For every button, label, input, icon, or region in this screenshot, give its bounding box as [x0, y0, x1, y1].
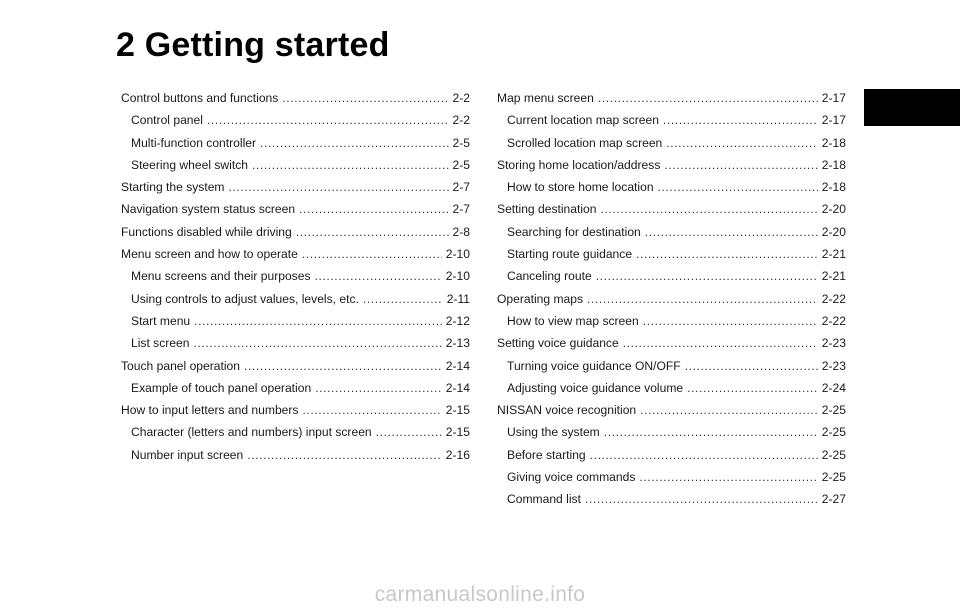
toc-entry[interactable] — [497, 292, 846, 314]
toc-entry[interactable] — [497, 425, 846, 447]
toc-entry[interactable] — [497, 314, 846, 336]
toc-entry-title: Adjusting voice guidance volume — [507, 380, 684, 395]
toc-entry-page: 2-22 — [821, 313, 846, 328]
toc-dot-leader — [590, 448, 818, 462]
toc-entry-page: 2-10 — [445, 247, 470, 262]
toc-entry-page: 2-25 — [821, 470, 846, 485]
toc-dot-leader — [643, 314, 818, 328]
toc-entry-title: List screen — [131, 336, 190, 351]
toc-entry[interactable] — [121, 247, 470, 269]
toc-entry[interactable] — [121, 314, 470, 336]
toc-entry[interactable] — [121, 448, 470, 470]
toc-entry-page: 2-7 — [452, 180, 470, 195]
toc-entry[interactable] — [121, 202, 470, 224]
toc-entry-page: 2-25 — [821, 425, 846, 440]
toc-entry-page: 2-25 — [821, 447, 846, 462]
toc-entry[interactable] — [497, 247, 846, 269]
toc-entry-page: 2-8 — [452, 224, 470, 239]
toc-dot-leader — [640, 403, 818, 417]
watermark: carmanualsonline.info — [374, 583, 586, 606]
toc-dot-leader — [601, 202, 818, 216]
toc-dot-leader — [376, 425, 442, 439]
toc-entry-title: Control buttons and functions — [121, 91, 279, 105]
toc-entry-page: 2-17 — [821, 113, 846, 128]
toc-entry-title: Using controls to adjust values, levels, etc. — [131, 291, 359, 306]
toc-dot-leader — [315, 269, 442, 283]
toc-dot-leader — [663, 113, 818, 127]
toc-entry[interactable] — [497, 180, 846, 202]
toc-dot-leader — [247, 448, 442, 462]
toc-entry-page: 2-21 — [821, 247, 846, 262]
toc-entry-title: Turning voice guidance ON/OFF — [507, 358, 681, 373]
toc-entry[interactable] — [121, 425, 470, 447]
toc-entry-title: Setting voice guidance — [497, 336, 619, 351]
chapter-title: 2 Getting started — [116, 26, 390, 64]
toc-entry-page: 2-20 — [821, 224, 846, 239]
toc-dot-leader — [585, 492, 818, 506]
toc-entry-title: Starting the system — [121, 180, 225, 195]
toc-dot-leader — [685, 359, 818, 373]
toc-entry-title: How to view map screen — [507, 313, 639, 328]
toc-entry-title: Touch panel operation — [121, 358, 241, 373]
toc-dot-leader — [598, 91, 818, 105]
toc-entry[interactable] — [121, 136, 470, 158]
toc-entry-page: 2-10 — [445, 269, 470, 284]
toc-entry-page: 2-2 — [452, 91, 470, 105]
toc-entry-title: Steering wheel switch — [131, 157, 248, 172]
toc-entry-page: 2-23 — [821, 336, 846, 351]
toc-entry-title: Operating maps — [497, 291, 584, 306]
toc-dot-leader — [363, 292, 443, 306]
toc-entry[interactable] — [121, 381, 470, 403]
toc-entry-title: Canceling route — [507, 269, 592, 284]
toc-entry-page: 2-5 — [452, 135, 470, 150]
toc-dot-leader — [299, 202, 448, 216]
toc-entry[interactable] — [121, 158, 470, 180]
toc-entry[interactable] — [121, 336, 470, 358]
toc-entry-title: How to store home location — [507, 180, 654, 195]
toc-entry-title: Starting route guidance — [507, 247, 633, 262]
toc-entry[interactable] — [497, 492, 846, 514]
toc-dot-leader — [604, 425, 818, 439]
toc-entry[interactable] — [497, 136, 846, 158]
toc-dot-leader — [193, 336, 441, 350]
toc-entry-title: Character (letters and numbers) input screen — [131, 425, 372, 440]
toc-entry[interactable] — [497, 403, 846, 425]
toc-entry-page: 2-20 — [821, 202, 846, 217]
toc-dot-leader — [229, 180, 449, 194]
toc-dot-leader — [664, 158, 817, 172]
toc-entry-title: Multi-function controller — [131, 135, 257, 150]
toc-entry[interactable] — [497, 336, 846, 358]
toc-entry-title: Map menu screen — [497, 91, 594, 105]
toc-entry[interactable] — [497, 113, 846, 135]
toc-entry[interactable] — [497, 269, 846, 291]
toc-entry[interactable] — [121, 180, 470, 202]
toc-dot-leader — [302, 247, 442, 261]
toc-dot-leader — [666, 136, 817, 150]
toc-dot-leader — [645, 225, 818, 239]
toc-entry-title: Number input screen — [131, 447, 244, 462]
toc-entry-page: 2-14 — [445, 358, 470, 373]
toc-entry[interactable] — [121, 91, 470, 113]
toc-entry-title: Control panel — [131, 113, 203, 128]
toc-entry-page: 2-15 — [445, 403, 470, 418]
toc-entry-page: 2-11 — [446, 291, 470, 306]
toc-entry[interactable] — [497, 202, 846, 224]
toc-entry-page: 2-18 — [821, 135, 846, 150]
toc-entry-page: 2-15 — [445, 425, 470, 440]
toc-entry[interactable] — [497, 91, 846, 113]
toc-entry-page: 2-21 — [821, 269, 846, 284]
toc-dot-leader — [639, 470, 817, 484]
toc-entry-title: Navigation system status screen — [121, 202, 296, 217]
toc-entry[interactable] — [497, 225, 846, 247]
toc-entry-title: Giving voice commands — [507, 470, 636, 485]
toc-entry-page: 2-24 — [821, 380, 846, 395]
toc-entry-page: 2-17 — [821, 91, 846, 105]
toc-dot-leader — [252, 158, 449, 172]
toc-dot-leader — [315, 381, 442, 395]
toc-entry-page: 2-18 — [821, 180, 846, 195]
toc-dot-leader — [194, 314, 442, 328]
toc-entry-title: Start menu — [131, 313, 191, 328]
toc-entry-title: Storing home location/address — [497, 157, 661, 172]
toc-entry[interactable] — [121, 113, 470, 135]
toc-entry-page: 2-22 — [821, 291, 846, 306]
toc-dot-leader — [302, 403, 441, 417]
toc-entry-title: Menu screens and their purposes — [131, 269, 311, 284]
toc-entry-title: Searching for destination — [507, 224, 641, 239]
toc-entry-page: 2-23 — [821, 358, 846, 373]
toc-dot-leader — [623, 336, 818, 350]
toc-entry[interactable] — [497, 448, 846, 470]
toc-entry-page: 2-27 — [821, 492, 846, 507]
toc-entry[interactable] — [497, 470, 846, 492]
toc-entry-page: 2-13 — [445, 336, 470, 351]
toc-entry[interactable] — [121, 403, 470, 425]
toc-entry[interactable] — [497, 158, 846, 180]
toc-entry-title: Current location map screen — [507, 113, 659, 128]
toc-dot-leader — [596, 269, 818, 283]
toc-entry-page: 2-18 — [821, 157, 846, 172]
toc-dot-leader — [687, 381, 818, 395]
toc-entry-title: Functions disabled while driving — [121, 224, 292, 239]
toc-entry[interactable] — [497, 359, 846, 381]
toc-column-left — [121, 91, 470, 470]
toc-entry-title: Example of touch panel operation — [131, 380, 312, 395]
toc-entry-title: Setting destination — [497, 202, 597, 217]
toc-dot-leader — [282, 91, 448, 105]
toc-entry-page: 2-5 — [452, 157, 470, 172]
toc-dot-leader — [260, 136, 448, 150]
toc-dot-leader — [587, 292, 818, 306]
chapter-tab-marker — [864, 89, 960, 126]
toc-entry[interactable] — [121, 292, 470, 314]
toc-entry-page: 2-7 — [452, 202, 470, 217]
toc-entry-page: 2-25 — [821, 403, 846, 418]
toc-entry-title: Before starting — [507, 447, 586, 462]
toc-entry-title: Command list — [507, 492, 581, 507]
toc-dot-leader — [207, 113, 449, 127]
toc-dot-leader — [296, 225, 449, 239]
toc-entry-title: Menu screen and how to operate — [121, 247, 298, 262]
toc-dot-leader — [244, 359, 442, 373]
toc-entry[interactable] — [121, 359, 470, 381]
toc-entry-title: Scrolled location map screen — [507, 135, 663, 150]
toc-entry-page: 2-2 — [452, 113, 470, 128]
toc-dot-leader — [636, 247, 818, 261]
toc-entry-page: 2-14 — [445, 380, 470, 395]
toc-entry[interactable] — [497, 381, 846, 403]
toc-entry-page: 2-12 — [445, 313, 470, 328]
toc-entry[interactable] — [121, 269, 470, 291]
toc-entry-page: 2-16 — [445, 447, 470, 462]
toc-entry-title: NISSAN voice recognition — [497, 403, 637, 418]
toc-dot-leader — [658, 180, 818, 194]
toc-entry[interactable] — [121, 225, 470, 247]
toc-entry-title: Using the system — [507, 425, 600, 440]
toc-entry-title: How to input letters and numbers — [121, 403, 299, 418]
toc-column-right — [497, 91, 846, 515]
